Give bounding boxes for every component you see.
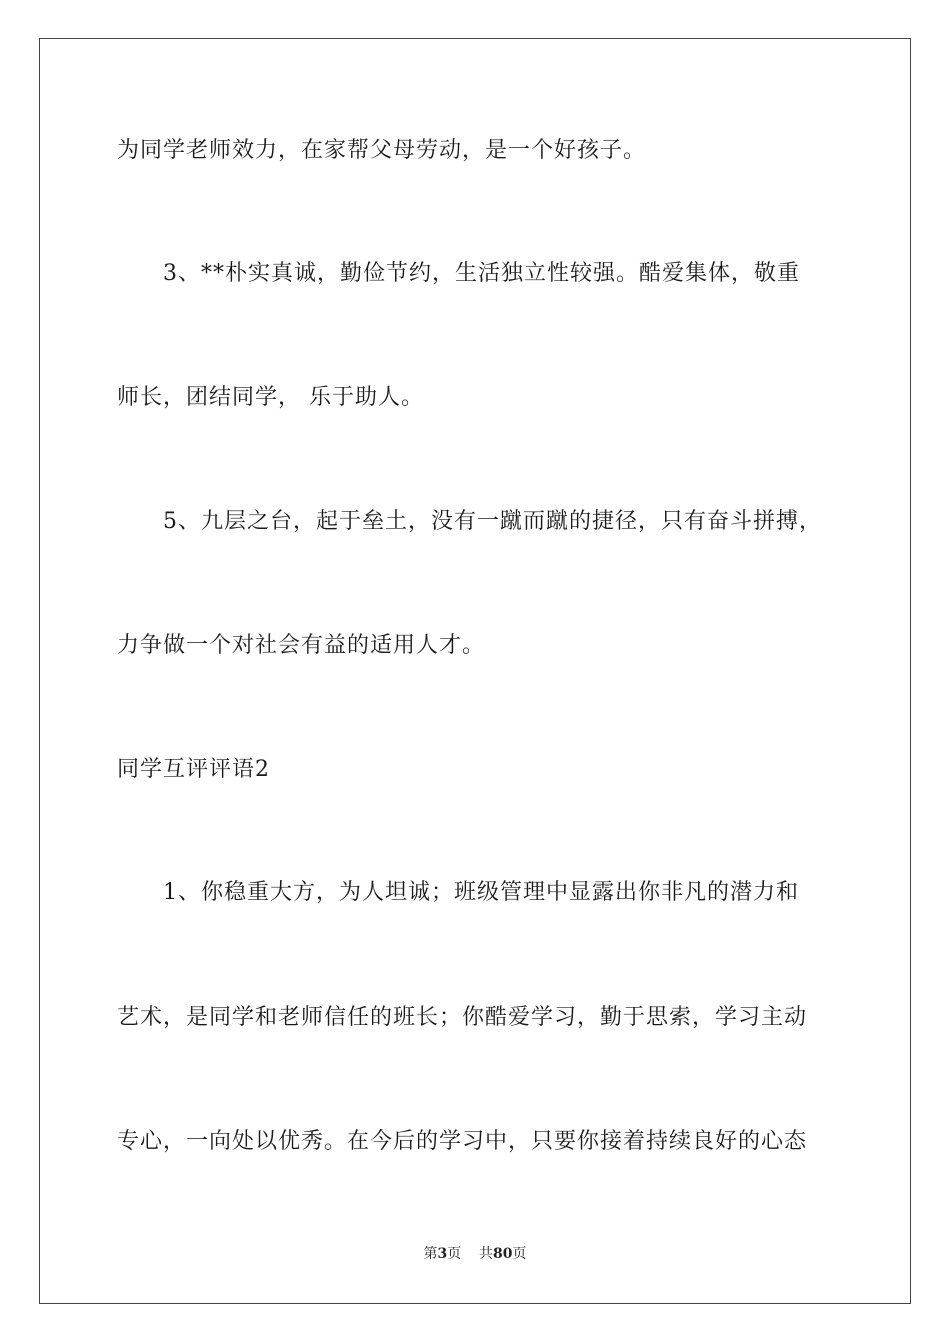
page-border [39, 38, 911, 1304]
footer-page-total: 80 [493, 1246, 513, 1262]
footer-page-unit: 页 [447, 1246, 462, 1262]
body-line-4: 5、九层之台，起于垒土，没有一蹴而蹴的捷径，只有奋斗拼搏， [163, 509, 822, 534]
footer-total-prefix: 共 [479, 1246, 494, 1262]
footer-total-unit: 页 [512, 1246, 527, 1262]
section-heading: 同学互评评语2 [117, 757, 270, 782]
body-line-6: 1、你稳重大方，为人坦诚；班级管理中显露出你非凡的潜力和 [163, 880, 799, 905]
body-line-3: 师长，团结同学， 乐于助人。 [117, 385, 424, 410]
body-line-1: 为同学老师效力，在家帮父母劳动，是一个好孩子。 [117, 138, 647, 163]
footer-page-prefix: 第 [423, 1246, 438, 1262]
footer-page-current: 3 [437, 1246, 448, 1262]
body-line-7: 艺术，是同学和老师信任的班长；你酷爱学习，勤于思索，学习主动 [117, 1005, 808, 1030]
body-line-5: 力争做一个对社会有益的适用人才。 [117, 633, 486, 658]
body-line-2: 3、**朴实真诚，勤俭节约，生活独立性较强。酷爱集体，敬重 [163, 261, 800, 286]
page-footer [0, 1245, 950, 1263]
body-line-8: 专心，一向处以优秀。在今后的学习中，只要你接着持续良好的心态 [117, 1129, 808, 1154]
